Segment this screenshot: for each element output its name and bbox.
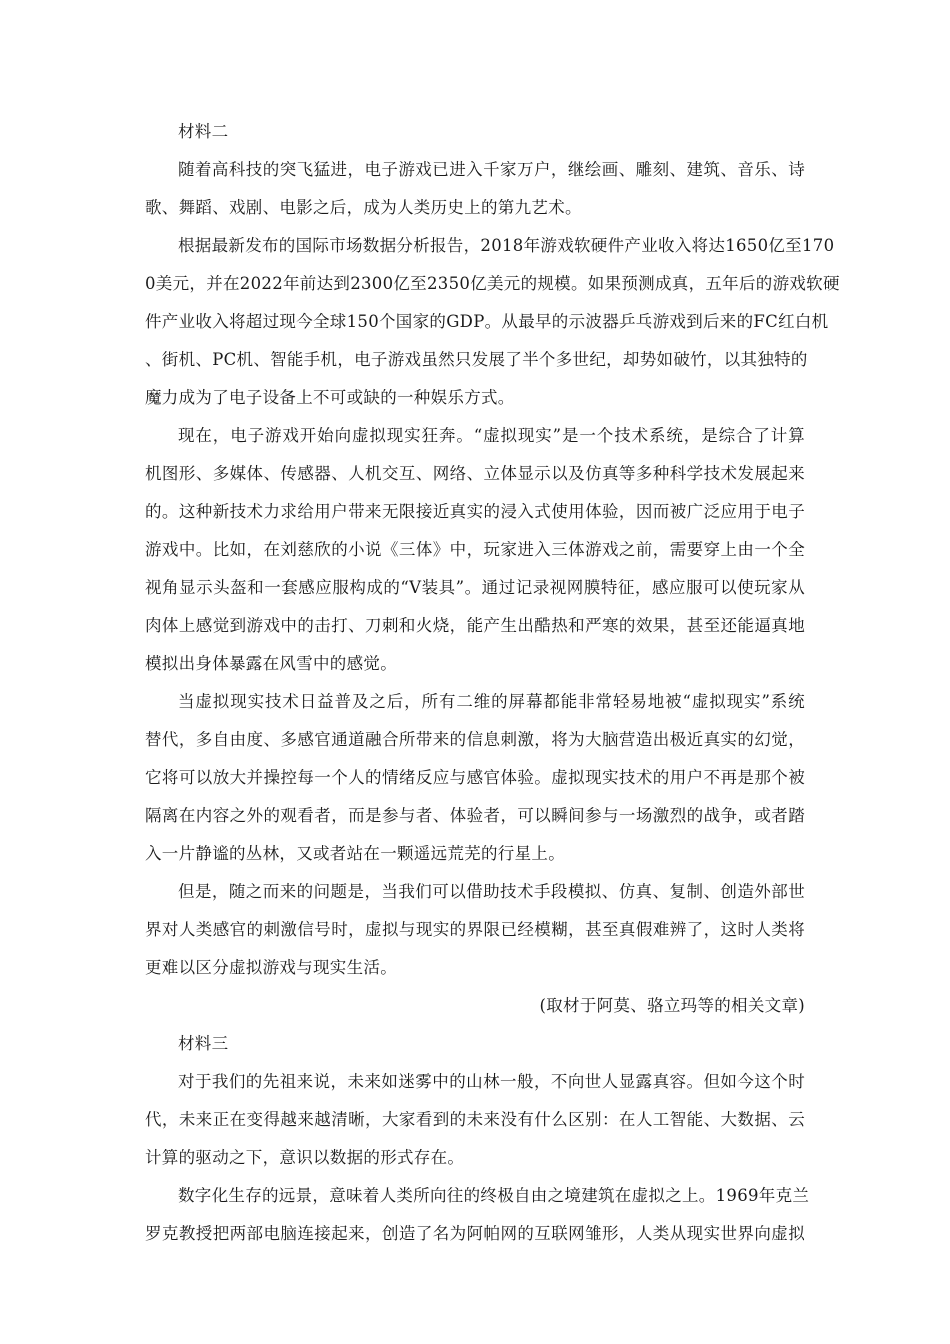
paragraph-line: 视角显示头盔和一套感应服构成的“V装具”。通过记录视网膜特征，感应服可以使玩家从 — [145, 578, 805, 597]
paragraph-line: 代，未来正在变得越来越清晰，大家看到的未来没有什么区别：在人工智能、大数据、云 — [145, 1110, 805, 1129]
paragraph-line: 现在，电子游戏开始向虚拟现实狂奔。“虚拟现实”是一个技术系统，是综合了计算 — [178, 426, 805, 445]
material2-heading: 材料二 — [178, 122, 229, 141]
paragraph-line: 替代，多自由度、多感官通道融合所带来的信息刺激，将为大脑营造出极近真实的幻觉， — [145, 730, 805, 749]
paragraph-line: 界对人类感官的刺激信号时，虚拟与现实的界限已经模糊，甚至真假难辨了，这时人类将 — [145, 920, 805, 939]
paragraph-line: 机图形、多媒体、传感器、人机交互、网络、立体显示以及仿真等多种科学技术发展起来 — [145, 464, 805, 483]
paragraph-line: 的。这种新技术力求给用户带来无限接近真实的浸入式使用体验，因而被广泛应用于电子 — [145, 502, 805, 521]
paragraph-line: 入一片静谧的丛林，又或者站在一颗遥远荒芜的行星上。 — [145, 844, 565, 863]
paragraph-line: 随着高科技的突飞猛进，电子游戏已进入千家万户，继绘画、雕刻、建筑、音乐、诗 — [178, 160, 805, 179]
paragraph-line: 根据最新发布的国际市场数据分析报告，2018年游戏软硬件产业收入将达1650亿至170 — [178, 236, 835, 255]
paragraph-line: 当虚拟现实技术日益普及之后，所有二维的屏幕都能非常轻易地被“虚拟现实”系统 — [178, 692, 805, 711]
material3-heading: 材料三 — [178, 1034, 229, 1053]
paragraph-line: 、街机、PC机、智能手机，电子游戏虽然只发展了半个多世纪，却势如破竹，以其独特的 — [145, 350, 808, 369]
paragraph-line: 对于我们的先祖来说，未来如迷雾中的山林一般，不向世人显露真容。但如今这个时 — [178, 1072, 805, 1091]
paragraph-line: 它将可以放大并操控每一个人的情绪反应与感官体验。虚拟现实技术的用户不再是那个被 — [145, 768, 805, 787]
paragraph-line: 肉体上感觉到游戏中的击打、刀刺和火烧，能产生出酷热和严寒的效果，甚至还能逼真地 — [145, 616, 805, 635]
source-citation: (取材于阿莫、骆立玛等的相关文章) — [539, 996, 805, 1015]
paragraph-line: 0美元，并在2022年前达到2300亿至2350亿美元的规模。如果预测成真，五年后的游戏软硬 — [145, 274, 840, 293]
paragraph-line: 罗克教授把两部电脑连接起来，创造了名为阿帕网的互联网雏形，人类从现实世界向虚拟 — [145, 1224, 805, 1243]
paragraph-line: 模拟出身体暴露在风雪中的感觉。 — [145, 654, 397, 673]
paragraph-line: 计算的驱动之下，意识以数据的形式存在。 — [145, 1148, 465, 1167]
paragraph-line: 隔离在内容之外的观看者，而是参与者、体验者，可以瞬间参与一场激烈的战争，或者踏 — [145, 806, 805, 825]
paragraph-line: 但是，随之而来的问题是，当我们可以借助技术手段模拟、仿真、复制、创造外部世 — [178, 882, 805, 901]
paragraph-line: 更难以区分虚拟游戏与现实生活。 — [145, 958, 397, 977]
paragraph-line: 数字化生存的远景，意味着人类所向往的终极自由之境建筑在虚拟之上。1969年克兰 — [178, 1186, 810, 1205]
paragraph-line: 游戏中。比如，在刘慈欣的小说《三体》中，玩家进入三体游戏之前，需要穿上由一个全 — [145, 540, 805, 559]
paragraph-line: 魔力成为了电子设备上不可或缺的一种娱乐方式。 — [145, 388, 515, 407]
paragraph-line: 歌、舞蹈、戏剧、电影之后，成为人类历史上的第九艺术。 — [145, 198, 582, 217]
paragraph-line: 件产业收入将超过现今全球150个国家的GDP。从最早的示波器乒乓游戏到后来的FC红白机 — [145, 312, 829, 331]
